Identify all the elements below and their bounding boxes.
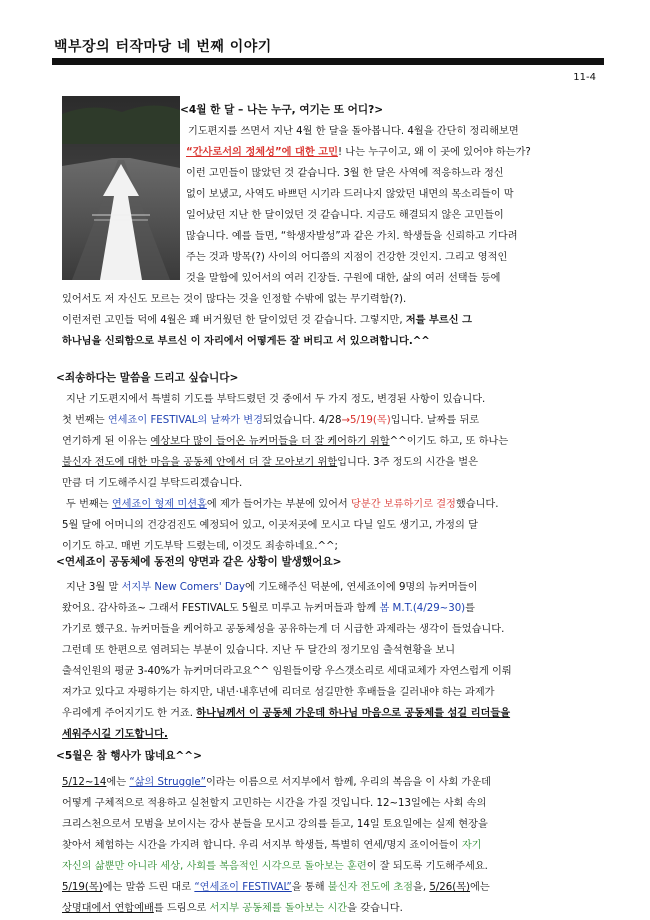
s1-line: 있어서도 저 자신도 모르는 것이 많다는 것을 인정할 수밖에 없는 무기력함(?).: [62, 294, 407, 305]
s4-line: 5/19(목)에는 말씀 드린 대로 “연세죠이 FESTIVAL”을 통해 불신자 전도에 초점을, 5/26(목)에는: [62, 882, 490, 893]
s1-line: 것을 말함에 있어서의 여러 긴장들. 구원에 대한, 삶의 여러 선택들 등에: [186, 273, 501, 284]
road-arrow-photo: [62, 96, 180, 280]
section4-heading: <5월은 참 행사가 많네요^^>: [56, 750, 203, 762]
s4-line: 크리스천으로서 모범을 보이시는 강사 분들을 모시고 강의를 듣고, 14일 토요일에는 실제 현장을: [62, 819, 488, 830]
s2-line: 지난 기도편지에서 특별히 기도를 부탁드렸던 것 중에서 두 가지 정도, 변경된 사항이 있습니다.: [66, 394, 486, 405]
s2-line: 이기도 하고. 매번 기도부탁 드렸는데, 이것도 죄송하네요.^^;: [62, 541, 338, 552]
highlight-identity: “간사로서의 정체성”에 대한 고민: [186, 147, 338, 158]
s2-line: 두 번째는 연세죠이 형제 미션홈에 제가 들어가는 부분에 있어서 당분간 보류하기로 결정했습니다.: [66, 499, 499, 510]
letter-title: 백부장의 터작마당 네 번째 이야기: [54, 39, 272, 55]
s2-line: 불신자 전도에 대한 마음을 공동체 안에서 더 잘 모아보기 위함입니다. 3주 정도의 시간을 벌은: [62, 457, 478, 468]
s4-line: 자신의 삶뿐만 아니라 세상, 사회를 복음적인 시각으로 돌아보는 훈련이 잘 되도록 기도해주세요.: [62, 861, 488, 872]
s1-line: 하나님을 신뢰함으로 부르신 이 자리에서 어떻게든 잘 버티고 서 있으려합니다.^^: [62, 336, 430, 347]
s1-line: 주는 것과 방목(?) 사이의 어디쯤의 지점이 건강한 것인지. 그리고 영적인: [186, 252, 508, 263]
s2-line: 5월 달에 어머니의 건강검진도 예정되어 있고, 이곳저곳에 모시고 다닐 일도 생기고, 가정의 달: [62, 520, 478, 531]
s3-line: 우리에게 주어지기도 한 거죠. 하나님께서 이 공동체 가운데 하나님 마음으로 공동체를 섬길 리더들을: [62, 708, 511, 719]
s1-line: 없이 보냈고, 사역도 바쁘던 시기라 드러나지 않았던 내면의 목소리들이 막: [186, 189, 514, 200]
s1-line: 이런저런 고민들 덕에 4월은 꽤 버거웠던 한 달이었던 것 같습니다. 그렇지만, 저를 부르신 그: [62, 315, 472, 326]
s2-line: 만큼 더 기도해주시길 부탁드리겠습니다.: [62, 478, 243, 489]
s4-line: 찾아서 체험하는 시간을 가지려 합니다. 우리 서지부 학생들, 특별히 연세/명지 죠이어들이 자기: [62, 840, 482, 851]
s3-line: 져가고 있다고 자평하기는 하지만, 내년·내후년에 리더로 섬길만한 후배들을 길러내야 하는 과제가: [62, 687, 495, 698]
s2-line: 연기하게 된 이유는 예상보다 많이 들어온 뉴커머들을 더 잘 케어하기 위함^^이기도 하고, 또 하나는: [62, 436, 509, 447]
s2-line: 첫 번째는 연세죠이 FESTIVAL의 날짜가 변경되었습니다. 4/28→5/19(목)입니다. 날짜를 뒤로: [62, 415, 480, 426]
s1-line: 기도편지를 쓰면서 지난 4월 한 달을 돌아봅니다. 4월을 간단히 정리해보면: [188, 126, 519, 137]
s3-line: 출석인원의 평균 3-40%가 뉴커머더라고요^^ 임원들이랑 우스갯소리로 세대교체가 자연스럽게 이뤄: [62, 666, 512, 677]
s4-line: 어떻게 구체적으로 적용하고 실천할지 고민하는 시간을 가질 것입니다. 12~13일에는 사회 속의: [62, 798, 487, 809]
s1-line: 일어났던 지난 한 달이었던 것 같습니다. 지금도 해결되지 않은 고민들이: [186, 210, 504, 221]
page-number: 11-4: [573, 72, 596, 83]
s3-line: 가기로 했구요. 뉴커머들을 케어하고 공동체성을 공유하는게 더 시급한 과제라는 생각이 들었습니다.: [62, 624, 505, 635]
s3-line: 왔어요. 감사하죠~ 그래서 FESTIVAL도 5월로 미루고 뉴커머들과 함께 봄 M.T.(4/29~30)를: [62, 603, 475, 614]
section1-heading: <4월 한 달 – 나는 누구, 여기는 또 어디?>: [180, 104, 384, 116]
section3-heading: <연세죠이 공동체에 동전의 양면과 같은 상황이 발생했어요>: [56, 556, 342, 568]
s1-line: 많습니다. 예를 들면, “학생자발성”과 같은 가치. 학생들을 신뢰하고 기다려: [186, 231, 518, 242]
s4-line: 상명대에서 연합예배를 드림으로 서지부 공동체를 돌아보는 시간을 갖습니다.: [62, 903, 403, 914]
s1-line: 이런 고민들이 많았던 것 같습니다. 3월 한 달은 사역에 적응하느라 정신: [186, 168, 504, 179]
section2-heading: <죄송하다는 말씀을 드리고 싶습니다>: [56, 372, 239, 384]
s4-line: 5/12~14에는 “삶의 Struggle”이라는 이름으로 서지부에서 함께, 우리의 복음을 이 사회 가운데: [62, 777, 491, 788]
s1-line: “간사로서의 정체성”에 대한 고민! 나는 누구이고, 왜 이 곳에 있어야 하는가?: [186, 147, 531, 158]
s3-line: 그런데 또 한편으로 염려되는 부분이 있습니다. 지난 두 달간의 정기모임 출석현황을 보니: [62, 645, 456, 656]
s3-line: 지난 3월 말 서지부 New Comers' Day에 기도해주신 덕분에, 연세죠이에 9명의 뉴커머들이: [66, 582, 478, 593]
title-underline-bar: [52, 58, 604, 65]
s3-line: 세워주시길 기도합니다.: [62, 729, 168, 740]
